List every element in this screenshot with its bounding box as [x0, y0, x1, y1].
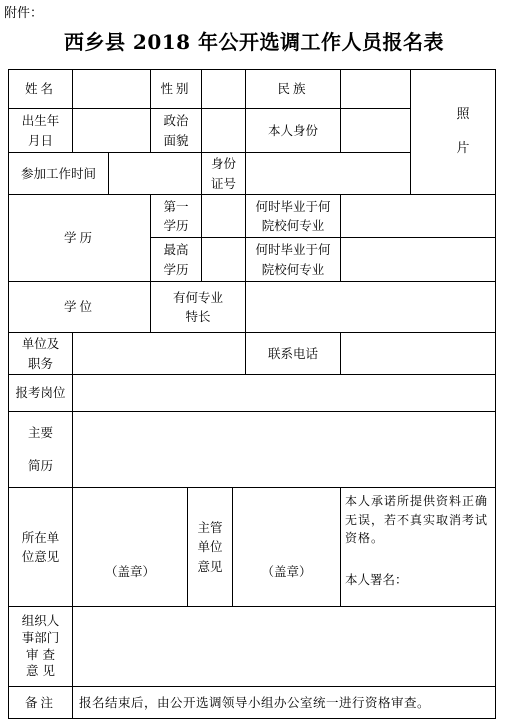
- highest-degree-field[interactable]: [202, 238, 245, 281]
- specialty-field[interactable]: [246, 282, 495, 332]
- label-gender: 性别: [160, 81, 192, 97]
- supervisor-seal: （盖章）: [261, 564, 312, 580]
- label-specialty: 有何专业 特长: [172, 289, 223, 324]
- first-degree-field[interactable]: [202, 195, 245, 237]
- label-ethnicity: 民族: [277, 81, 309, 97]
- unit-seal: （盖章）: [104, 564, 155, 580]
- name-field[interactable]: [73, 70, 150, 108]
- label-supervisor-opinion: 主管 单位 意见: [197, 519, 223, 574]
- signature-label: 本人署名：: [345, 572, 408, 588]
- label-political-status: 政治 面貌: [163, 113, 189, 148]
- political-status-field[interactable]: [202, 109, 245, 152]
- label-degree: 学位: [63, 299, 95, 315]
- attachment-label: 附件：: [4, 6, 44, 21]
- label-id-number: 身份 证号: [210, 156, 236, 191]
- photo-box[interactable]: 照 片: [456, 107, 470, 156]
- label-first-grad-school: 何时毕业于何 院校何专业: [255, 198, 331, 233]
- label-self-identity: 本人身份: [267, 122, 318, 138]
- ethnicity-field[interactable]: [341, 70, 410, 108]
- label-highest-grad-school: 何时毕业于何 院校何专业: [255, 242, 331, 277]
- label-org-review: 组织人 事部门 审 查 意 见: [21, 612, 60, 679]
- label-remarks: 备注: [24, 694, 56, 710]
- row-line: [8, 487, 496, 488]
- applied-post-field[interactable]: [73, 375, 495, 411]
- unit-position-field[interactable]: [73, 333, 245, 374]
- gender-field[interactable]: [202, 70, 245, 108]
- label-first-degree: 第一 学历: [163, 198, 189, 233]
- label-resume: 主要 简历: [27, 425, 53, 473]
- label-birth-date: 出生年 月日: [21, 113, 60, 148]
- remarks-text: 报名结束后，由公开选调领导小组办公室统一进行资格审查。: [79, 694, 431, 710]
- resume-field[interactable]: [73, 412, 495, 487]
- phone-field[interactable]: [341, 333, 495, 374]
- commitment-text: 本人承诺所提供资料正确无误，若不真实取消考试资格。: [345, 494, 489, 546]
- birth-date-field[interactable]: [73, 109, 150, 152]
- id-number-field[interactable]: [246, 153, 410, 194]
- label-work-start-time: 参加工作时间: [20, 165, 96, 181]
- self-identity-field[interactable]: [341, 109, 410, 152]
- page-title: 西乡县 2018 年公开选调工作人员报名表: [63, 30, 445, 54]
- table-border-right: [495, 69, 496, 719]
- label-highest-degree: 最高 学历: [163, 242, 189, 277]
- work-start-time-field[interactable]: [109, 153, 201, 194]
- label-unit-opinion: 所在单 位意见: [21, 529, 60, 564]
- org-review-field[interactable]: [73, 607, 495, 686]
- table-border-bottom: [8, 718, 496, 719]
- first-grad-school-field[interactable]: [341, 195, 495, 237]
- label-education: 学历: [63, 230, 95, 246]
- label-applied-post: 报考岗位: [15, 385, 66, 401]
- label-unit-position: 单位及 职务: [21, 336, 60, 371]
- label-phone: 联系电话: [267, 345, 318, 361]
- highest-grad-school-field[interactable]: [341, 238, 495, 281]
- label-name: 姓名: [24, 81, 56, 97]
- col-line: [232, 487, 233, 607]
